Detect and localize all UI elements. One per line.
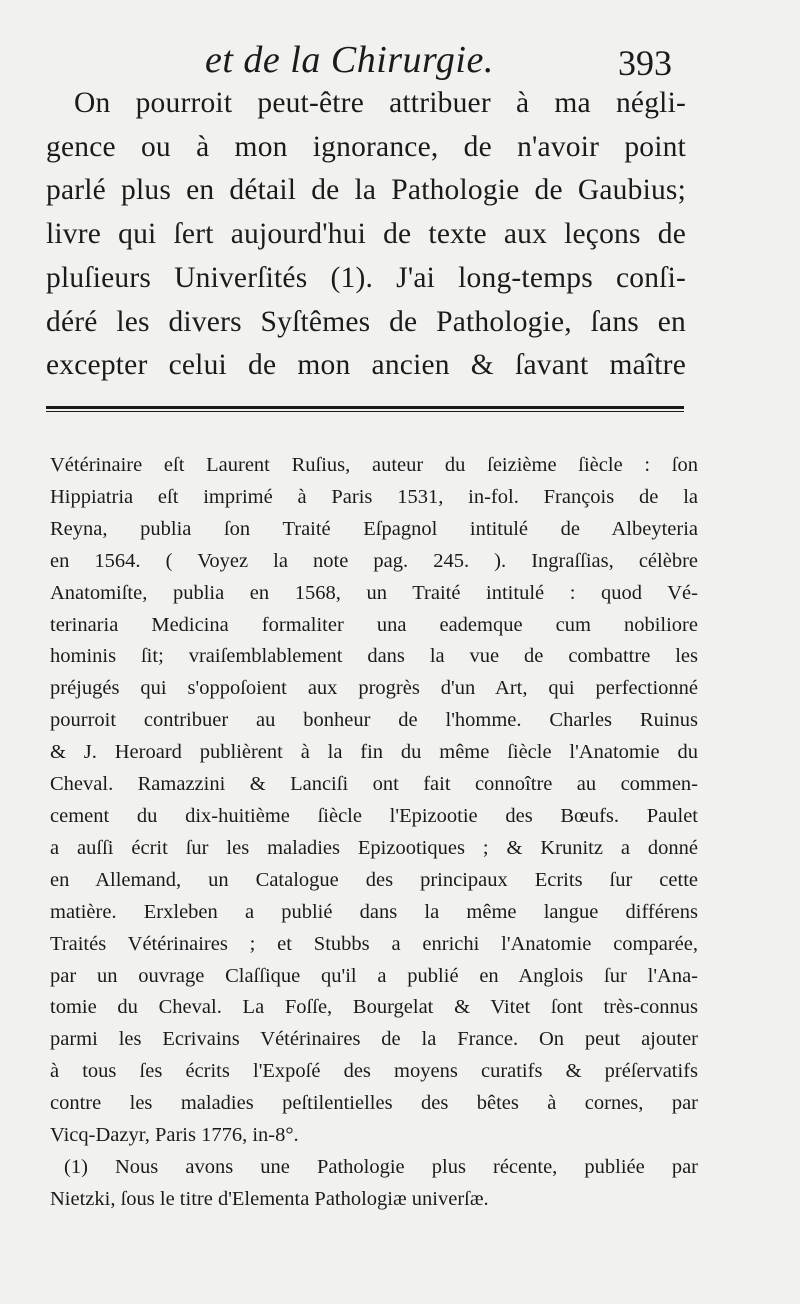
main-line: pluſieurs Univerſités (1). J'ai long-temps conſi-	[46, 261, 686, 294]
footnote-line: Traités Vétérinaires ; et Stubbs a enrichi l'Anatomie comparée,	[50, 932, 698, 955]
footnote-line: Nietzki, ſous le titre d'Elementa Pathologiæ univerſæ.	[50, 1187, 489, 1210]
main-line: gence ou à mon ignorance, de n'avoir point	[46, 130, 686, 163]
footnote-line: pourroit contribuer au bonheur de l'homme. Charles Ruinus	[50, 709, 698, 732]
page-number: 393	[618, 43, 672, 83]
main-line: excepter celui de mon ancien & ſavant maître	[46, 349, 686, 382]
running-title: et de la Chirurgie.	[205, 39, 494, 81]
main-paragraph	[46, 82, 686, 388]
footnote-line: cement du dix-huitième ſiècle l'Epizootie des Bœufs. Paulet	[50, 804, 698, 827]
footnote-line: hominis ſit; vraiſemblablement dans la vue de combattre les	[50, 645, 698, 668]
footnote-line: Hippiatria eſt imprimé à Paris 1531, in-fol. François de la	[50, 485, 698, 508]
footnote-line: Anatomiſte, publia en 1568, un Traité intitulé : quod Vé-	[50, 581, 698, 604]
footnote-line: Vicq-Dazyr, Paris 1776, in-8°.	[50, 1124, 299, 1147]
footnote-line: Reyna, publia ſon Traité Eſpagnol intitulé de Albeyteria	[50, 517, 698, 540]
main-line: On pourroit peut-être attribuer à ma négli-	[74, 87, 686, 119]
footnote-line: préjugés qui s'oppoſoient aux progrès d'un Art, qui perfectionné	[50, 677, 698, 700]
footnote-line: a auſſi écrit ſur les maladies Epizootiques ; & Krunitz a donné	[50, 836, 698, 859]
footnote-line: & J. Heroard publièrent à la fin du même ſiècle l'Anatomie du	[50, 741, 698, 764]
footnotes-block	[50, 450, 698, 1216]
footnote-line: en 1564. ( Voyez la note pag. 245. ). Ingraſſias, célèbre	[50, 549, 698, 572]
footnote-line: par un ouvrage Claſſique qu'il a publié en Anglois ſur l'Ana-	[50, 964, 698, 987]
main-line: parlé plus en détail de la Pathologie de Gaubius;	[46, 174, 686, 207]
main-line: déré les divers Syſtêmes de Pathologie, ſans en	[46, 305, 686, 338]
main-line: livre qui ſert aujourd'hui de texte aux leçons de	[46, 218, 686, 251]
footnote-line: Vétérinaire eſt Laurent Ruſius, auteur du ſeizième ſiècle : ſon	[50, 454, 698, 476]
footnote-line: en Allemand, un Catalogue des principaux Ecrits ſur cette	[50, 868, 698, 891]
footnote-line: parmi les Ecrivains Vétérinaires de la France. On peut ajouter	[50, 1028, 698, 1051]
footnote-line: matière. Erxleben a publié dans la même langue différens	[50, 900, 698, 923]
footnote-separator-rule	[46, 406, 684, 409]
footnote-line: terinaria Medicina formaliter una eademque cum nobiliore	[50, 613, 698, 636]
footnote-line: contre les maladies peſtilentielles des bêtes à cornes, par	[50, 1092, 698, 1115]
footnote-line: à tous ſes écrits l'Expoſé des moyens curatifs & préſervatifs	[50, 1060, 698, 1083]
footnote-line: tomie du Cheval. La Foſſe, Bourgelat & Vitet ſont très-connus	[50, 996, 698, 1019]
footnote-line: Cheval. Ramazzini & Lanciſi ont fait connoître au commen-	[50, 773, 698, 796]
page-header	[0, 30, 800, 90]
footnote-line: (1) Nous avons une Pathologie plus récente, publiée par	[64, 1155, 698, 1178]
